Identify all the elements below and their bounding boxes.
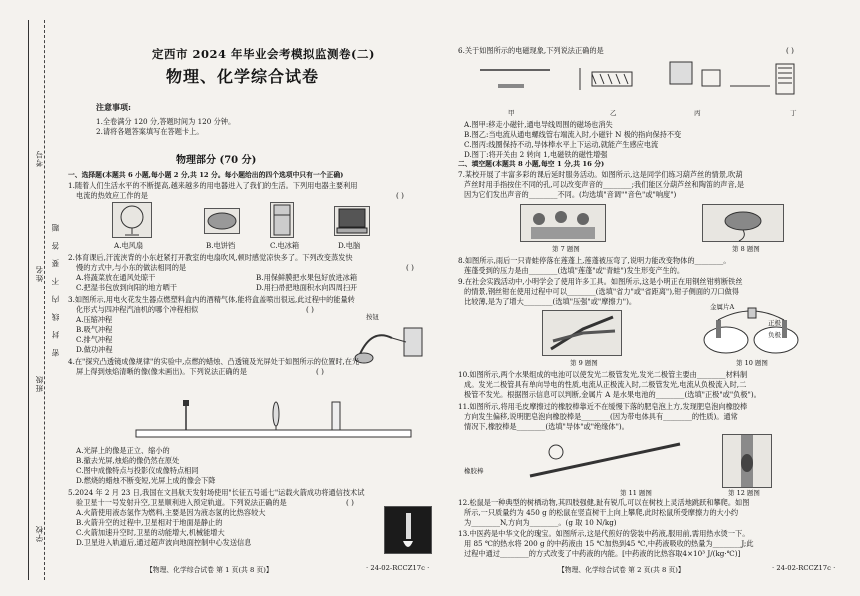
- q4-option-c: C.图中成像特点与投影仪成像特点相同: [76, 466, 199, 475]
- q5-option-c: C.火箭加速升空时,卫星的动能增大,机械能增大: [76, 528, 225, 537]
- q6-option-d: D.图丁:将开关由 2 转向 1,电磁铁的磁性增强: [464, 150, 608, 159]
- xingming-label: 姓名: [35, 265, 44, 282]
- answer-bracket: ( ): [306, 305, 314, 314]
- part1-heading: 一、选择题(本题共 6 小题,每小题 2 分,共 12 分。每小题给出的四个选项中只有一个正确): [68, 171, 344, 179]
- fan-image: [112, 202, 152, 238]
- q1-text: 1.随着人们生活水平的不断提高,越来越多的用电器进入了我们的生活。下列用电器主要利用: [68, 181, 358, 190]
- seal-text: 密 封 线 内 不 要 答 题: [51, 220, 60, 357]
- q13-text: 13.中医药是中华文化的瑰宝。如图所示,这是代煎好的袋装中药液,服用前,需用热水烫一下。: [458, 529, 750, 538]
- q8-text: 莲蓬受到的压力是由________(选填"莲蓬"或"青蛙")发生形变产生的。: [464, 266, 685, 275]
- q10-text: 10.如图所示,两个水果组成的电池可以使发光二极管发光,发光二极管主要由________材料制: [458, 370, 748, 379]
- fig-label-jia: 甲: [508, 109, 515, 117]
- q9-text: 9.在社会实践活动中,小明学会了使用许多工具。如图所示,这是小明正在用钢丝钳剪断铁丝: [458, 277, 743, 286]
- answer-bracket: ( ): [346, 498, 354, 507]
- fig10-caption: 第 10 题图: [736, 359, 768, 367]
- binding-margin: [0, 0, 64, 596]
- rocket-launch-photo: [384, 506, 432, 554]
- q4-option-d: D.燃烧的蜡烛不断变短,光屏上成的像会下降: [76, 476, 216, 485]
- fig9-caption: 第 9 题图: [570, 359, 598, 367]
- q11-text: 情况下,橡胶棒是________(选填"导体"或"绝缘体")。: [464, 422, 629, 431]
- q7-text: 芦丝时用手指按住不同的孔,可以改变声音的________;我们能区分葫芦丝和陶笛的声音,是: [464, 180, 745, 189]
- q2-option-c: C.把湿书包放到向阳的地方晒干: [76, 283, 177, 292]
- electromagnetic-figures: [480, 60, 820, 106]
- q6-option-c: C.图丙:线圈保持不动,导体棒水平上下运动,就能产生感应电流: [464, 140, 659, 149]
- part2-heading: 二、填空题(本题共 8 小题,每空 1 分,共 16 分): [458, 160, 605, 168]
- q3-button-label: 按钮: [366, 313, 379, 321]
- notes-item: 2.请将各题答案填写在答题卡上。: [96, 127, 204, 136]
- q2-text: 慢的方式中,与小东的做法相同的是: [76, 263, 187, 272]
- q6-option-b: B.图乙:当电流从通电螺线管右端流入时,小磁针 N 极的指向保持不变: [464, 130, 682, 139]
- answer-bracket: ( ): [316, 367, 324, 376]
- q1-option-b: B.电饼铛: [206, 241, 236, 250]
- fig11-rod-label: 橡胶棒: [464, 467, 484, 475]
- pan-image: [204, 208, 240, 234]
- page-1-code: · 24-02-RCCZ17c ·: [366, 564, 430, 572]
- q6-text: 6.关于如图所示的电磁现象,下列说法正确的是: [458, 46, 604, 55]
- answer-bracket: ( ): [406, 263, 414, 272]
- q3-text: 3.如图所示,用电火花发生器点燃塑料盒内的酒精气体,能将盒盖喷出很远,此过程中的能量转: [68, 295, 355, 304]
- answer-bracket: ( ): [396, 191, 404, 200]
- computer-image: [334, 206, 370, 236]
- notes-heading: 注意事项:: [96, 102, 131, 112]
- binding-solid-line: [28, 20, 29, 580]
- exam-title-line2: 物理、化学综合试卷: [166, 67, 320, 86]
- q8-text: 8.如图所示,雨后一只青蛙停落在莲蓬上,莲蓬被压弯了,说明力能改变物体的________。: [458, 256, 731, 265]
- q11-text: 11.如图所示,将用毛皮摩擦过的橡胶棒靠近不在缓慢下落的肥皂泡上方,发现肥皂泡向橡胶棒: [458, 402, 748, 411]
- fig-label-bing: 丙: [694, 109, 701, 117]
- q4-text: 4.在"探究凸透镜成像规律"的实验中,点燃的蜡烛、凸透镜及光屏处于如图所示的位置时,在光: [68, 357, 360, 366]
- q2-option-a: A.将蔬菜放在通风处晾干: [76, 273, 156, 282]
- q9-text: 比较薄,是为了增大________(选填"压强"或"摩擦力")。: [464, 297, 637, 306]
- pliers-photo: [542, 310, 622, 356]
- page-2: [450, 0, 852, 596]
- q7-text: 7.某校开展了丰富多彩的课后延时服务活动。如图所示,这是同学们练习葫芦丝的情景,吹葫: [458, 170, 743, 179]
- physics-section-title: 物理部分 (70 分): [176, 155, 257, 166]
- q6-option-a: A.图甲:移走小磁针,通电导线周围的磁场也消失: [464, 120, 613, 129]
- q5-text: 5.2024 年 2 月 23 日,我国在文昌航天发射场使用"长征五号遥七"运载火箭成功将通信技术试: [68, 488, 365, 497]
- q12-text: 所示,一只质量约为 450 g 的松鼠在竖直树干上向上攀爬,此时松鼠所受摩擦力的大小约: [464, 508, 739, 517]
- fig10-label-a: 金属片A: [710, 303, 735, 311]
- q4-text: 屏上得到烛焰清晰的像(像未画出)。下列说法正确的是: [76, 367, 247, 376]
- q1-text: 电流的热效应工作的是: [76, 191, 148, 200]
- page-1: [66, 0, 444, 596]
- notes-item: 1.全卷满分 120 分,答题时间为 120 分钟。: [96, 117, 236, 126]
- fig8-caption: 第 8 题图: [732, 245, 760, 253]
- xuexiao-label: 学校: [35, 525, 44, 542]
- q4-option-b: B.撤去光屏,烛焰的像仍然在原处: [76, 456, 180, 465]
- rubber-rod-bubble-figure: [490, 440, 690, 480]
- kaohao-label: 考号: [35, 150, 44, 167]
- q5-option-b: B.火箭升空的过程中,卫星相对于地面是静止的: [76, 518, 223, 527]
- q7-text: 因为它们发出声音的________不同。(均选填"音调""音色"或"响度"): [464, 190, 677, 199]
- fig7-caption: 第 7 题图: [552, 245, 580, 253]
- q3-text: 化形式与四冲程汽油机的哪个冲程相似: [76, 305, 199, 314]
- fruit-battery-figure: [696, 304, 806, 356]
- binding-dashed-line: [44, 20, 45, 580]
- page-2-footer: 【物理、化学综合试卷 第 2 页(共 8 页)】: [558, 566, 685, 574]
- frog-lotus-photo: [702, 204, 784, 242]
- exam-title-line1: 定西市 2024 年毕业会考模拟监测卷(二): [152, 47, 375, 61]
- fig-label-yi: 乙: [610, 109, 617, 117]
- q2-option-b: B.用保鲜膜把水果包好放进冰箱: [256, 273, 358, 282]
- q3-option-c: C.排气冲程: [76, 335, 113, 344]
- q13-text: 过程中通过________的方式改变了中药液的内能。[中药液的比热容取4×10³ J/(kg·℃)]: [464, 549, 741, 558]
- q4-option-a: A.光屏上的像是正立、缩小的: [76, 446, 170, 455]
- q2-text: 2.体育课后,汗流浃背的小东赶紧打开教室的电扇吹风,顿时感觉凉快多了。下列改变蒸发快: [68, 253, 353, 262]
- fig11-caption: 第 11 题图: [620, 489, 652, 497]
- q2-option-d: D.用扫帚把地面积水向四周扫开: [256, 283, 358, 292]
- page-1-footer: 【物理、化学综合试卷 第 1 页(共 8 页)】: [146, 566, 273, 574]
- q1-option-c: C.电冰箱: [270, 241, 300, 250]
- q1-option-a: A.电风扇: [114, 241, 144, 250]
- fig-label-ding: 丁: [790, 109, 797, 117]
- fig10-label-positive: 正极: [768, 319, 781, 327]
- spark-generator-figure: [352, 318, 432, 368]
- q3-option-d: D.做功冲程: [76, 345, 113, 354]
- q5-option-d: D.卫星进入轨道后,通过超声波向地面控制中心发送信息: [76, 538, 252, 547]
- fridge-image: [270, 202, 294, 238]
- squirrel-tree-photo: [722, 434, 772, 488]
- q3-option-b: B.吸气冲程: [76, 325, 113, 334]
- q11-text: 方向发生偏移,说明肥皂泡向橡胶棒是________(因为带电体具有________的性质)。通常: [464, 412, 738, 421]
- q5-text: 验卫星十一号发射升空,卫星顺利进入预定轨道。下列说法正确的是: [76, 498, 287, 507]
- q12-text: 12.松鼠是一种典型的树栖动物,其四肢强健,趾有锐爪,可以在树枝上灵活地跳跃和攀爬。如图: [458, 498, 750, 507]
- fig12-caption: 第 12 题图: [728, 489, 760, 497]
- banji-label: 班级: [35, 375, 44, 392]
- q13-text: 用 85 ℃的热水将 200 g 的中药液由 15 ℃加热到45 ℃,中药液吸收的热量为________J;此: [464, 539, 754, 548]
- q10-text: 成。发光二极管具有单向导电的性质,电流从正极流入时,二极管发光,电流从负极流入时,二: [464, 380, 747, 389]
- q12-text: 为________N,方向为________。(g 取 10 N/kg): [464, 518, 617, 527]
- optical-bench-figure: [136, 392, 416, 442]
- q5-option-a: A.火箭使用液态氢作为燃料,主要是因为液态氢的比热容较大: [76, 508, 266, 517]
- q10-text: 极管不发光。根据图示信息可以判断,金属片 A 是水果电池的________(选填"正极"或"负极")。: [464, 390, 761, 399]
- hulusi-photo: [520, 204, 606, 242]
- fig10-label-negative: 负极: [768, 331, 781, 339]
- page-2-code: · 24-02-RCCZ17c ·: [772, 564, 836, 572]
- answer-bracket: ( ): [786, 46, 794, 55]
- q1-option-d: D.电脑: [338, 241, 361, 250]
- q3-option-a: A.压缩冲程: [76, 315, 113, 324]
- q9-text: 的情景,钢丝钳在使用过程中可以________(选填"省力"或"省距离"),钳子侧面的刀口做得: [464, 287, 739, 296]
